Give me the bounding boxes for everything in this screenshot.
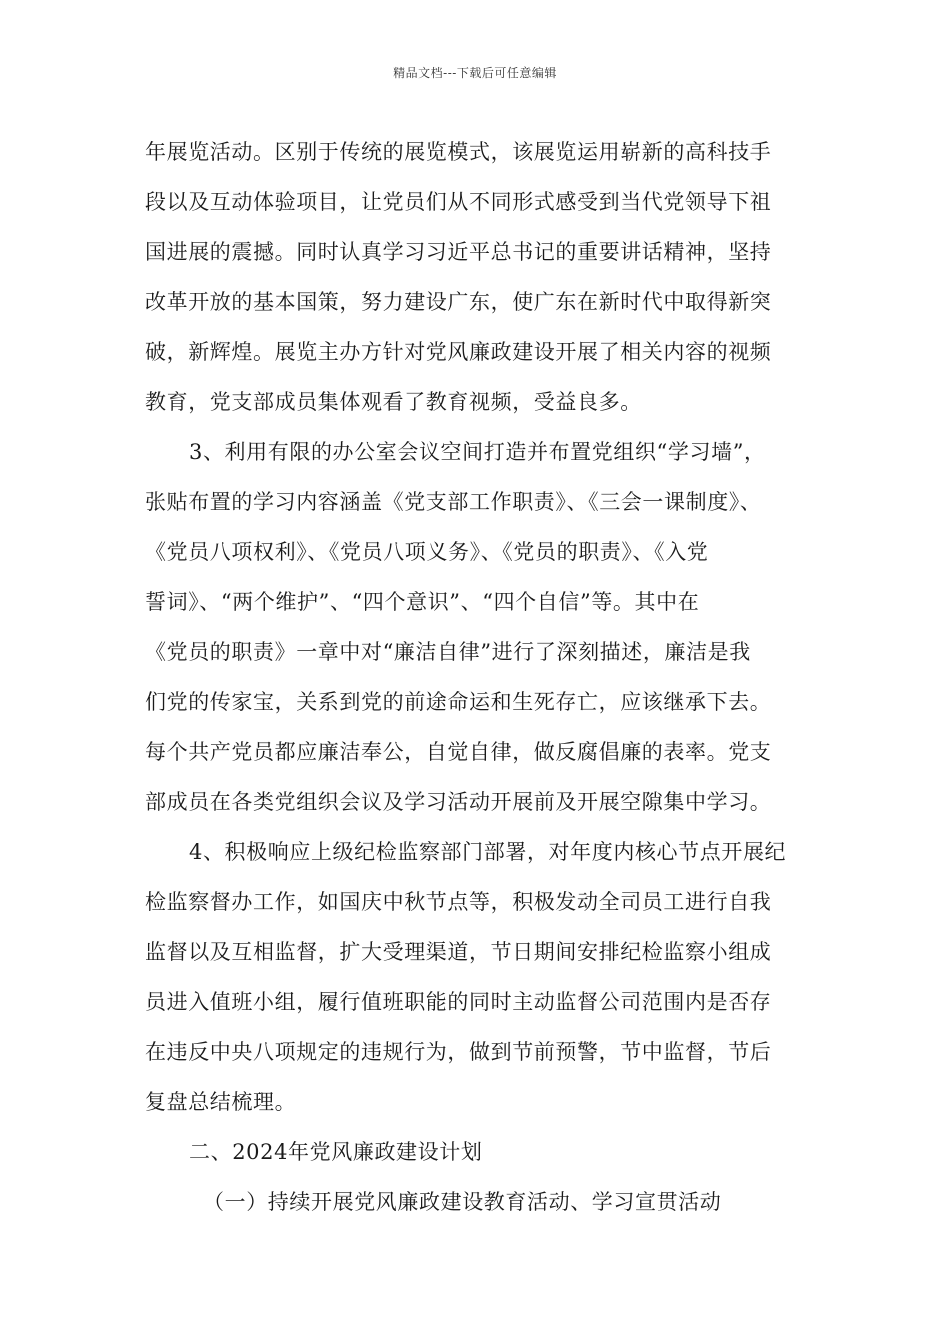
text-line: 教育，党支部成员集体观看了教育视频，受益良多。 xyxy=(145,390,642,414)
text-line: 破，新辉煌。展览主办方针对党风廉政建设开展了相关内容的视频 xyxy=(145,340,772,364)
text-line: 员进入值班小组，履行值班职能的同时主动监督公司范围内是否存 xyxy=(145,990,772,1014)
text-line: 国进展的震撼。同时认真学习习近平总书记的重要讲话精神，坚持 xyxy=(145,240,772,264)
page-header: 精品文档---下载后可任意编辑 xyxy=(393,66,557,80)
text-line: 改革开放的基本国策，努力建设广东，使广东在新时代中取得新突 xyxy=(145,290,772,314)
text-line: 年展览活动。区别于传统的展览模式，该展览运用崭新的高科技手 xyxy=(145,140,772,164)
subsection-heading: （一）持续开展党风廉政建设教育活动、学习宣贯活动 xyxy=(203,1190,722,1214)
text-line: 检监察督办工作，如国庆中秋节点等，积极发动全司员工进行自我 xyxy=(145,890,772,914)
text-line: 们党的传家宝，关系到党的前途命运和生死存亡，应该继承下去。 xyxy=(145,690,772,714)
text-line: 《党员八项权利》、《党员八项义务》、《党员的职责》、《入党 xyxy=(145,540,709,564)
text-line: 复盘总结梳理。 xyxy=(145,1090,297,1114)
text-line: 在违反中央八项规定的违规行为，做到节前预警，节中监督，节后 xyxy=(145,1040,772,1064)
text-line: 监督以及互相监督，扩大受理渠道，节日期间安排纪检监察小组成 xyxy=(145,940,772,964)
section-heading: 二、2024年党风廉政建设计划 xyxy=(189,1140,483,1164)
paragraph-4-start: 4、积极响应上级纪检监察部门部署，对年度内核心节点开展纪 xyxy=(189,840,787,864)
text-line: 张贴布置的学习内容涵盖《党支部工作职责》、《三会一课制度》、 xyxy=(145,490,762,514)
text-line: 誓词》、“两个维护”、“四个意识”、“四个自信”等。其中在 xyxy=(145,590,700,614)
text-line: 《党员的职责》一章中对“廉洁自律”进行了深刻描述，廉洁是我 xyxy=(145,640,751,664)
text-line: 部成员在各类党组织会议及学习活动开展前及开展空隙集中学习。 xyxy=(145,790,772,814)
text-line: 段以及互动体验项目，让党员们从不同形式感受到当代党领导下祖 xyxy=(145,190,772,214)
text-line: 每个共产党员都应廉洁奉公，自觉自律，做反腐倡廉的表率。党支 xyxy=(145,740,772,764)
document-body xyxy=(145,127,805,1227)
paragraph-3-start: 3、利用有限的办公室会议空间打造并布置党组织“学习墙”， xyxy=(189,440,766,464)
